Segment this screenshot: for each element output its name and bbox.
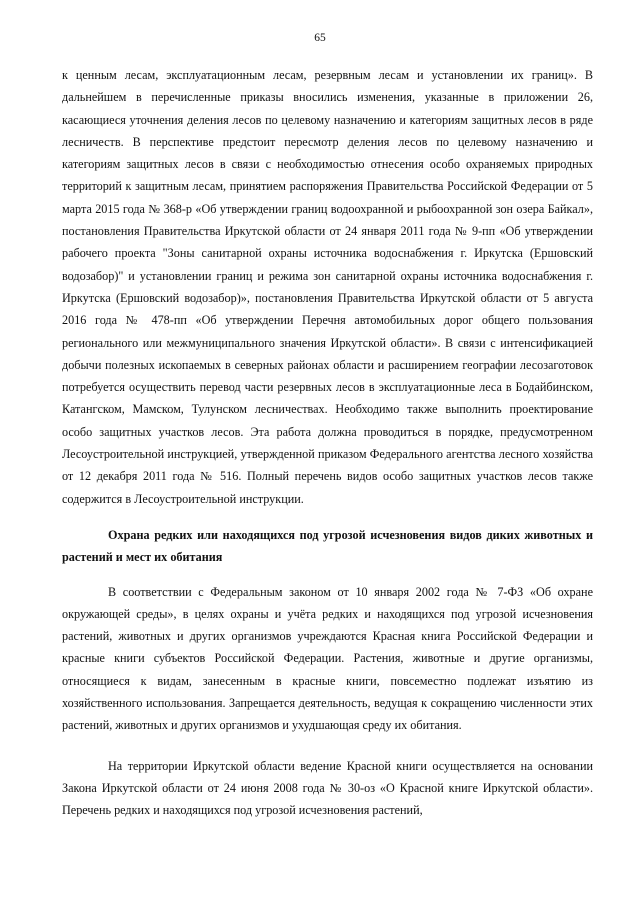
page-number: 65 (314, 32, 326, 44)
paragraph-federal-law: В соответствии с Федеральным законом от 10 января 2002 года № 7-ФЗ «Об охране окружающей среды», в целях охраны и учёта редких и находящихся под угрозой исчезновения растений, животных и других организмов учреждаются Красная книга Российской Федерации и красные книги субъектов Российской Федерации. Растения, животные и другие организмы, относящиеся к видам, занесенным в красные книги, повсеместно подлежат изъятию из хозяйственного использования. Запрещается деятельность, ведущая к сокращению численности этих растений, животных и других организмов и ухудшающая среду их обитания. (62, 584, 593, 733)
section-heading: Охрана редких или находящихся под угрозой исчезновения видов диких животных и растений и мест их обитания (62, 527, 593, 565)
paragraph-forest-categories: к ценным лесам, эксплуатационным лесам, резервным лесам и установлении их границ». В дальнейшем в перечисленные приказы вносились изменения, указанные в приложении 26, касающиеся уточнения деления лесов по целевому назначению и категориям защитных лесов в ряде лесничеств. В перспективе предстоит пересмотр деления лесов по целевому назначению и категориям защитных лесов в связи с необходимостью отнесения особо охраняемых природных территорий к защитным лесам, принятием распоряжения Правительства Российской Федерации от 5 марта 2015 года № 368-р «Об утверждении границ водоохранной и рыбоохранной зон озера Байкал», постановления Правительства Иркутской области от 24 января 2011 года № 9-пп «Об утверждении рабочего проекта "Зоны санитарной охраны источника водоснабжения г. Иркутска (Ершовский водозабор)" и установлении границ и режима зон санитарной охраны источника водоснабжения г. Иркутска (Ершовский водозабор)», постановления Правительства Иркутской области от 5 августа 2016 года № 478-пп «Об утверждении Перечня автомобильных дорог общего пользования регионального или межмуниципального значения Иркутской области». В связи с интенсификацией добычи полезных ископаемых в северных районах области и расширением географии лесозаготовок потребуется осуществить перевод части резервных лесов в эксплуатационные леса в Бодайбинском, Катангском, Мамском, Тулунском лесничествах. Необходимо также выполнить проектирование особо защитных участков лесов. Эта работа должна проводиться в порядке, предусмотренном Лесоустроительной инструкцией, утвержденной приказом Федерального агентства лесного хозяйства от 12 декабря 2011 года № 516. Полный перечень видов особо защитных участков лесов также содержится в Лесоустроительной инструкции. (62, 68, 593, 506)
document-body (62, 64, 593, 822)
paragraph-red-book: На территории Иркутской области ведение Красной книги осуществляется на основании Закона Иркутской области от 24 июня 2008 года № 30-оз «О Красной книге Иркутской области». Перечень редких и находящихся под угрозой исчезновения растений, (62, 758, 593, 818)
